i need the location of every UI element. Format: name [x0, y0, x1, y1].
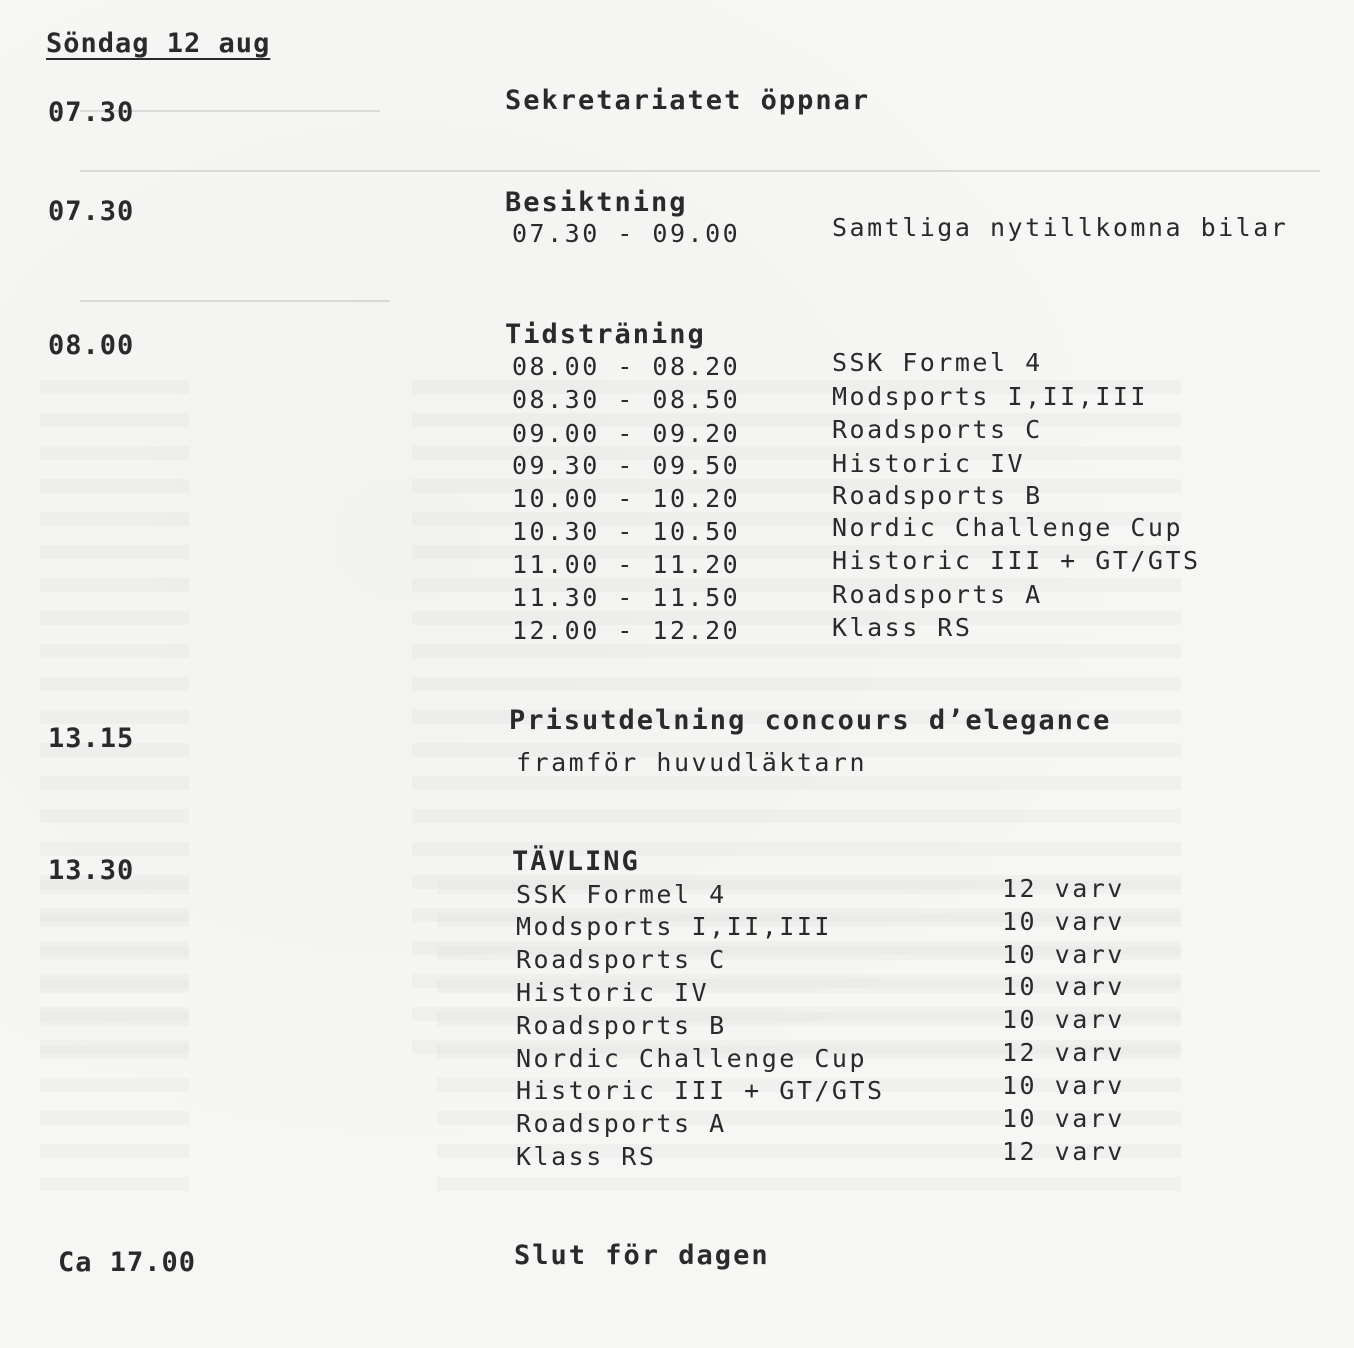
event-subtitle: framför huvudläktarn	[516, 748, 868, 777]
race-laps: 10 varv	[1002, 972, 1125, 1001]
event-time: Ca 17.00	[58, 1247, 197, 1278]
practice-slot-class: Modsports I,II,III	[832, 382, 1148, 411]
race-laps: 10 varv	[1002, 940, 1125, 969]
event-title: Sekretariatet öppnar	[505, 85, 871, 116]
day-heading: Söndag 12 aug	[46, 28, 271, 59]
practice-slot-class: SSK Formel 4	[832, 348, 1043, 377]
event-time: 07.30	[48, 196, 135, 227]
practice-slot-time: 12.00 - 12.20	[512, 616, 741, 645]
practice-slot-time: 08.30 - 08.50	[512, 385, 741, 414]
race-laps: 10 varv	[1002, 1104, 1125, 1133]
race-laps: 12 varv	[1002, 1137, 1125, 1166]
race-class: Klass RS	[516, 1142, 657, 1171]
practice-slot-time: 11.30 - 11.50	[512, 583, 741, 612]
event-time: 13.30	[48, 855, 135, 886]
race-laps: 12 varv	[1002, 874, 1125, 903]
practice-slot-class: Roadsports B	[832, 481, 1043, 510]
event-title: Besiktning	[505, 187, 688, 218]
race-class: Roadsports B	[516, 1011, 727, 1040]
practice-slot-class: Klass RS	[832, 613, 973, 642]
practice-slot-time: 09.30 - 09.50	[512, 451, 741, 480]
race-class: Nordic Challenge Cup	[516, 1044, 868, 1073]
practice-slot-class: Historic IV	[832, 449, 1026, 478]
race-class: Roadsports C	[516, 945, 727, 974]
event-time: 07.30	[48, 97, 135, 128]
race-class: Roadsports A	[516, 1109, 727, 1138]
inspection-description: Samtliga nytillkomna bilar	[832, 213, 1289, 242]
race-laps: 12 varv	[1002, 1038, 1125, 1067]
event-time: 13.15	[48, 723, 135, 754]
race-class: SSK Formel 4	[516, 880, 727, 909]
event-title: Prisutdelning concours d’elegance	[509, 705, 1112, 736]
event-title: Tidsträning	[505, 319, 706, 350]
practice-slot-time: 08.00 - 08.20	[512, 352, 741, 381]
practice-slot-time: 10.30 - 10.50	[512, 517, 741, 546]
inspection-time-range: 07.30 - 09.00	[512, 219, 741, 248]
race-class: Modsports I,II,III	[516, 912, 832, 941]
practice-slot-class: Historic III + GT/GTS	[832, 546, 1201, 575]
race-laps: 10 varv	[1002, 1005, 1125, 1034]
event-time: 08.00	[48, 330, 135, 361]
race-laps: 10 varv	[1002, 1071, 1125, 1100]
race-laps: 10 varv	[1002, 907, 1125, 936]
practice-slot-time: 09.00 - 09.20	[512, 419, 741, 448]
event-title: TÄVLING	[512, 846, 640, 877]
race-class: Historic III + GT/GTS	[516, 1076, 885, 1105]
practice-slot-class: Nordic Challenge Cup	[832, 513, 1184, 542]
race-class: Historic IV	[516, 978, 710, 1007]
practice-slot-time: 11.00 - 11.20	[512, 550, 741, 579]
event-title: Slut för dagen	[514, 1240, 770, 1271]
practice-slot-class: Roadsports C	[832, 415, 1043, 444]
practice-slot-time: 10.00 - 10.20	[512, 484, 741, 513]
practice-slot-class: Roadsports A	[832, 580, 1043, 609]
